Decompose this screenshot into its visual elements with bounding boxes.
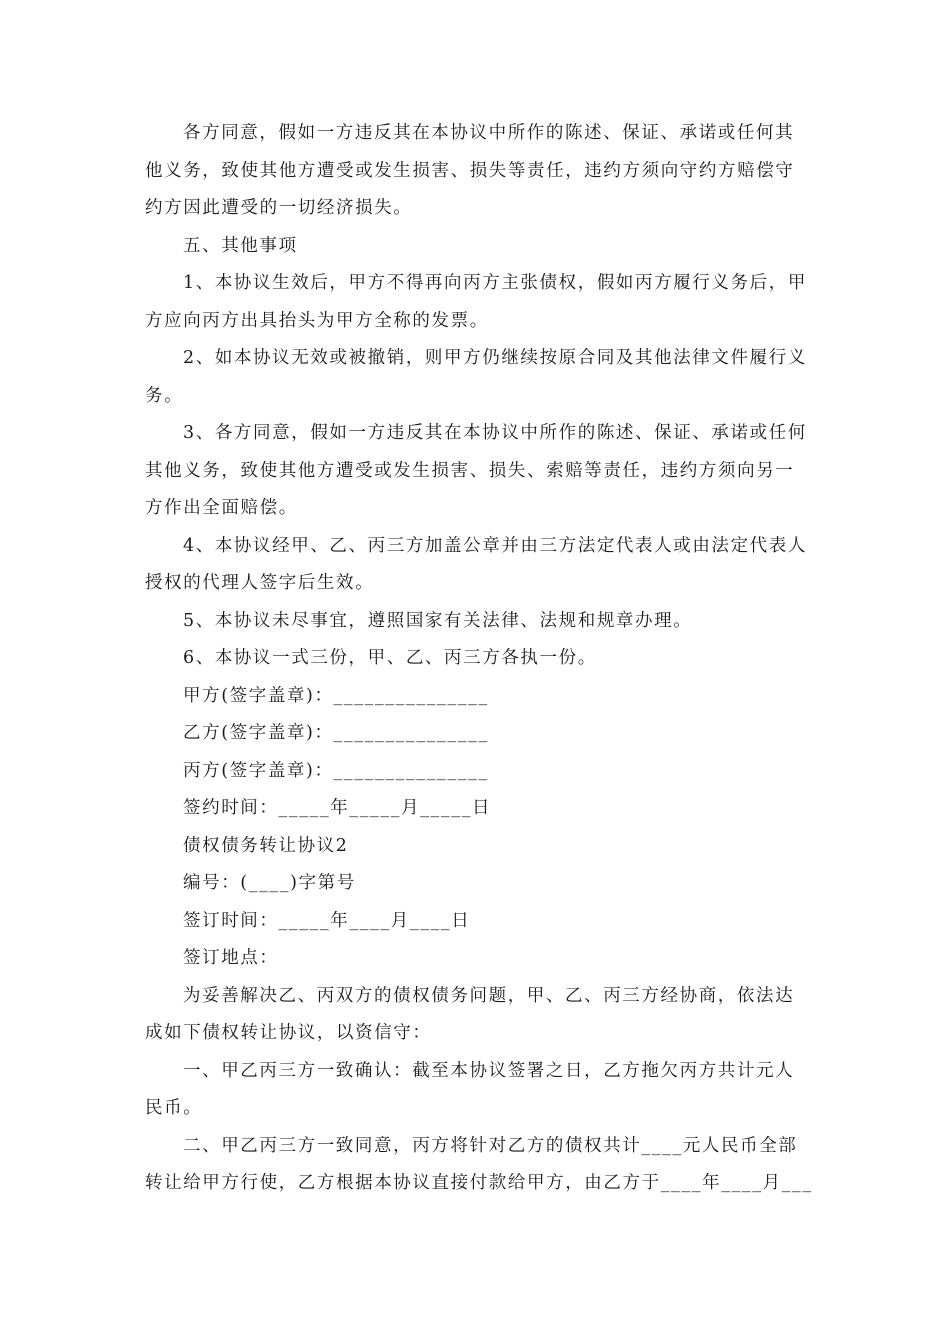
text-line: 4、本协议经甲、乙、丙三方加盖公章并由三方法定代表人或由法定代表人 bbox=[183, 535, 807, 556]
text-line: 乙方(签字盖章)：_______________ bbox=[183, 723, 489, 743]
document-body bbox=[145, 115, 813, 1203]
text-line: 3、各方同意，假如一方违反其在本协议中所作的陈述、保证、承诺或任何 bbox=[183, 423, 807, 443]
text-line: 5、本协议未尽事宜，遵照国家有关法律、法规和规章办理。 bbox=[183, 610, 693, 631]
text-line: 签订地点： bbox=[183, 948, 279, 968]
text-line: 民币。 bbox=[145, 1098, 203, 1118]
text-line: 其他义务，致使其他方遭受或发生损害、损失、索赔等责任，违约方须向另一 bbox=[145, 460, 795, 481]
text-line: 甲方(签字盖章)：_______________ bbox=[183, 685, 489, 706]
text-line: 债权债务转让协议2 bbox=[183, 835, 349, 856]
text-line: 2、如本协议无效或被撤销，则甲方仍继续按原合同及其他法律文件履行义 bbox=[183, 348, 807, 368]
text-line: 6、本协议一式三份，甲、乙、丙三方各执一份。 bbox=[183, 648, 597, 668]
text-line: 各方同意，假如一方违反其在本协议中所作的陈述、保证、承诺或任何其 bbox=[183, 123, 795, 143]
text-line: 五、其他事项 bbox=[183, 235, 298, 256]
text-line: 为妥善解决乙、丙双方的债权债务问题，甲、乙、丙三方经协商，依法达 bbox=[183, 985, 795, 1006]
text-line: 约方因此遭受的一切经济损失。 bbox=[145, 198, 413, 218]
text-line: 方应向丙方出具抬头为甲方全称的发票。 bbox=[145, 310, 489, 331]
text-line: 务。 bbox=[145, 385, 184, 406]
text-line: 授权的代理人签字后生效。 bbox=[145, 573, 375, 593]
text-line: 他义务，致使其他方遭受或发生损害、损失等责任，违约方须向守约方赔偿守 bbox=[145, 160, 795, 181]
text-line: 签约时间：_____年_____月_____日 bbox=[183, 798, 492, 818]
text-line: 成如下债权转让协议，以资信守： bbox=[145, 1023, 432, 1043]
text-line: 一、甲乙丙三方一致确认：截至本协议签署之日，乙方拖欠丙方共计元人 bbox=[183, 1060, 795, 1081]
text-line: 1、本协议生效后，甲方不得再向丙方主张债权，假如丙方履行义务后，甲 bbox=[183, 273, 807, 293]
text-line: 二、甲乙丙三方一致同意，丙方将针对乙方的债权共计____元人民币全部 bbox=[183, 1135, 798, 1156]
text-line: 方作出全面赔偿。 bbox=[145, 498, 298, 518]
text-line: 签订时间：_____年____月____日 bbox=[183, 910, 471, 931]
text-line: 编号：(____)字第号 bbox=[183, 873, 356, 893]
text-line: 转让给甲方行使，乙方根据本协议直接付款给甲方，由乙方于____年____月___ bbox=[145, 1173, 813, 1193]
text-line: 丙方(签字盖章)：_______________ bbox=[183, 760, 489, 781]
